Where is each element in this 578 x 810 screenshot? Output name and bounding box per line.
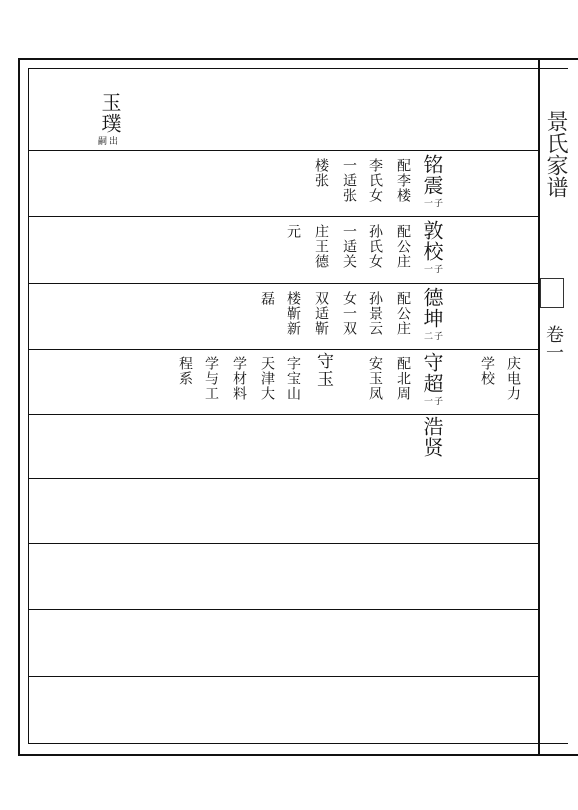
row3-extra: 磊 (259, 291, 275, 306)
row3-spouse-family: 孙景云 (367, 291, 383, 336)
row4-child-name: 守玉 (313, 352, 333, 388)
row4-side-left-1: 庆电力 (505, 356, 521, 401)
row2-children: 一适关 (341, 224, 357, 269)
row4-bio-4: 学与工 (203, 356, 219, 401)
row2-extra: 元 (285, 224, 301, 239)
row2-children-place: 庄王德 (313, 224, 329, 269)
row4-head-name: 守超 (420, 352, 444, 394)
row4-side-left-2: 学校 (479, 356, 495, 386)
row4-spouse-family: 安玉凤 (367, 356, 383, 401)
row4-head-rank: 一子 (424, 397, 445, 407)
row4-bio-1: 字宝山 (285, 356, 301, 401)
row2-head-name: 敦校 (420, 220, 444, 262)
row-divider (28, 676, 538, 677)
spine-title: 景氏家谱 (543, 110, 568, 198)
row1-spouse-family: 李氏女 (367, 158, 383, 203)
row-divider (28, 543, 538, 544)
spine-volume: 卷一 (543, 325, 564, 361)
page-inner-border (28, 68, 568, 744)
row-divider (28, 478, 538, 479)
row5-head-name: 浩贤 (420, 416, 444, 458)
top-entry-name: 玉璞 (98, 92, 122, 134)
row3-head-rank: 二子 (424, 332, 445, 342)
row4-bio-3: 学材料 (231, 356, 247, 401)
top-entry-note: 嗣出 (98, 137, 121, 147)
row3-children-place: 楼靳新 (285, 291, 301, 336)
row3-spouse: 配公庄 (395, 291, 411, 336)
row4-spouse: 配北周 (395, 356, 411, 401)
row-divider (28, 150, 538, 151)
row-divider (28, 283, 538, 284)
row2-head-rank: 一子 (424, 265, 445, 275)
row-divider (28, 216, 538, 217)
row3-children-detail: 双适靳 (313, 291, 329, 336)
row-divider (28, 414, 538, 415)
row3-children: 女一双 (341, 291, 357, 336)
spine-divider (538, 58, 540, 756)
spine-ornament (540, 278, 564, 308)
row2-spouse: 配公庄 (395, 224, 411, 269)
row2-spouse-family: 孙氏女 (367, 224, 383, 269)
row1-spouse: 配李楼 (395, 158, 411, 203)
row1-head-name: 铭震 (420, 154, 444, 196)
row-divider (28, 349, 538, 350)
row1-children: 一适张 (341, 158, 357, 203)
row-divider (28, 609, 538, 610)
row4-bio-2: 天津大 (259, 356, 275, 401)
row1-head-rank: 一子 (424, 199, 445, 209)
row3-head-name: 德坤 (420, 287, 444, 329)
row4-bio-5: 程系 (177, 356, 193, 386)
row1-children-place: 楼张 (313, 158, 329, 188)
